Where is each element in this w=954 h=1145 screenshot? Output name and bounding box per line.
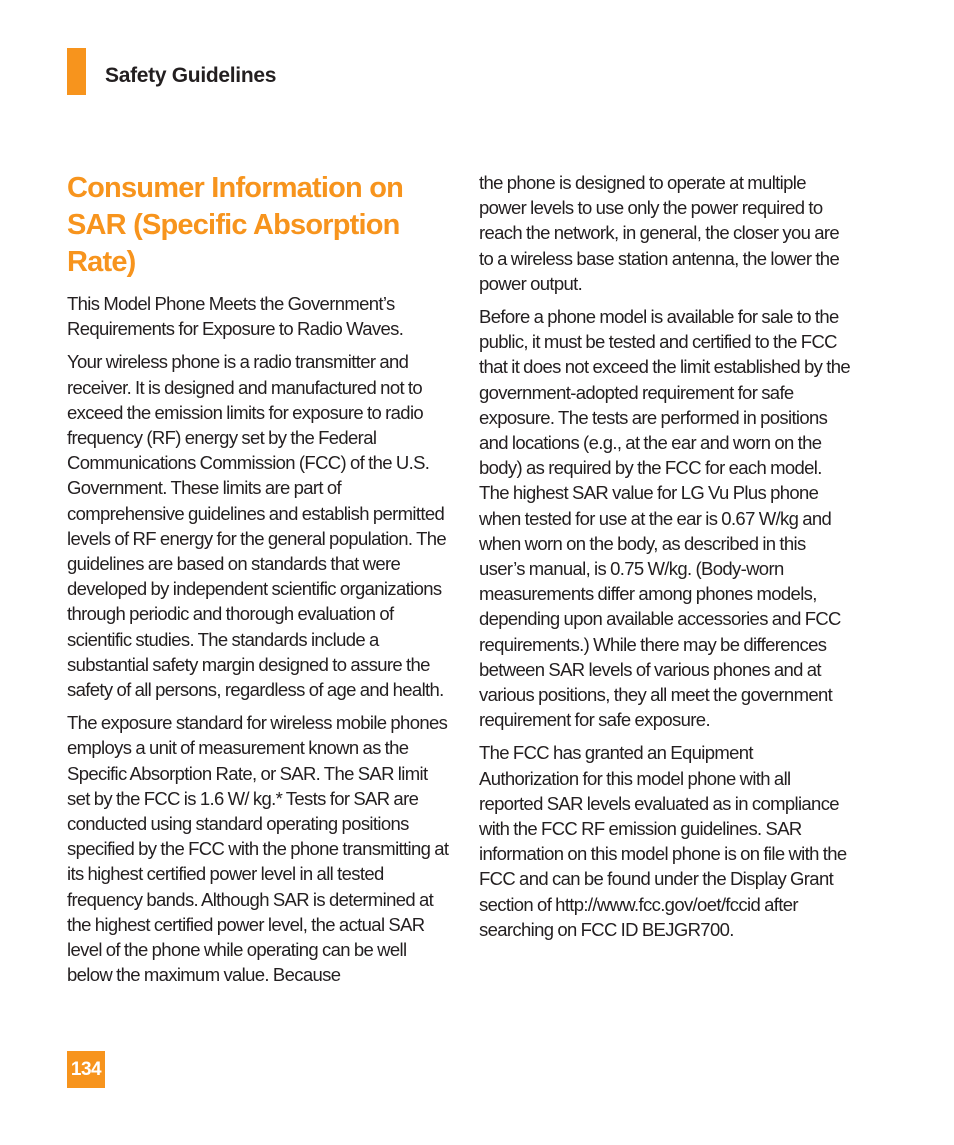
left-column bbox=[67, 170, 452, 995]
intro-paragraph: This Model Phone Meets the Government’s Requirements for Exposure to Radio Waves. bbox=[67, 293, 404, 340]
body-paragraph: The exposure standard for wireless mobile phones employs a unit of measurement known as the Specific Absorption Rate, or SAR. The SAR limit set by the FCC is 1.6 W/ kg.* Tests for SAR are conducted using standard operating positions specified by the FCC with the phone transmitting at its highest certified power level in all tested frequency bands. Although SAR is determined at the highest certified power level, the actual SAR level of the phone while operating can be well below the maximum value. Because bbox=[67, 712, 449, 986]
page-number: 134 bbox=[67, 1051, 105, 1088]
header-title: Safety Guidelines bbox=[105, 64, 277, 87]
header-accent-bar bbox=[67, 48, 86, 95]
body-paragraph: the phone is designed to operate at multiple power levels to use only the power required to reach the network, in general, the closer you are to a wireless base station antenna, the lower the power output. bbox=[479, 172, 840, 294]
right-column bbox=[479, 170, 851, 950]
body-paragraph: Before a phone model is available for sale to the public, it must be tested and certified to the FCC that it does not exceed the limit established by the government-adopted requirement for safe exposure. The tests are performed in positions and locations (e.g., at the ear and worn on the body) as required by the FCC for each model. The highest SAR value for LG Vu Plus phone when tested for use at the ear is 0.67 W/kg and when worn on the body, as described in this user’s manual, is 0.75 W/kg. (Body-worn measurements differ among phones models, depending upon available accessories and FCC requirements.) While there may be differences between SAR levels of various phones and at various positions, they all meet the government requirement for safe exposure. bbox=[479, 306, 851, 731]
body-paragraph: The FCC has granted an Equipment Authorization for this model phone with all reported SAR levels evaluated as in compliance with the FCC RF emission guidelines. SAR information on this model phone is on file with the FCC and can be found under the Display Grant section of http://www.fcc.gov/oet/fccid after searching on FCC ID BEJGR700. bbox=[479, 742, 847, 940]
body-paragraph: Your wireless phone is a radio transmitter and receiver. It is designed and manufactured not to exceed the emission limits for exposure to radio frequency (RF) energy set by the Federal Communications Commission (FCC) of the U.S. Government. These limits are part of comprehensive guidelines and establish permitted levels of RF energy for the general population. The guidelines are based on standards that were developed by independent scientific organizations through periodic and thorough evaluation of scientific studies. The standards include a substantial safety margin designed to assure the safety of all persons, regardless of age and health. bbox=[67, 351, 447, 701]
section-title: Consumer Information on SAR (Specific Absorption Rate) bbox=[67, 172, 404, 278]
